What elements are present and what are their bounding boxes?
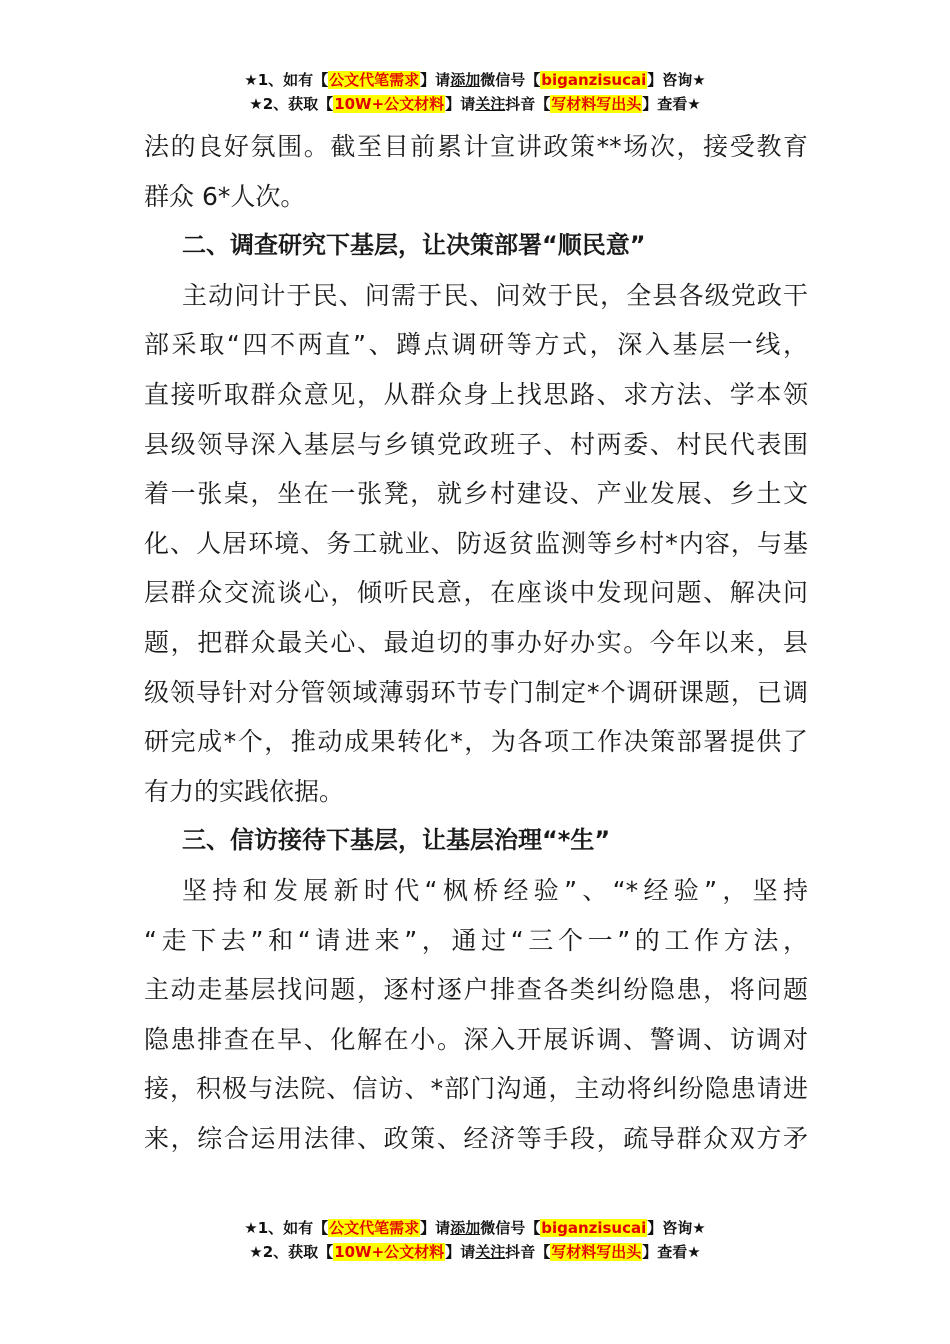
- text-line: 着一张桌，坐在一张凳，就乡村建设、产业发展、乡土文: [144, 479, 808, 509]
- banner-line-1: ★1、如有【公文代笔需求】请添加微信号【biganzisucai】咨询★: [244, 1219, 706, 1237]
- text-line: 来，综合运用法律、政策、经济等手段，疏导群众双方矛: [144, 1123, 808, 1153]
- section-heading-2: 二、调查研究下基层，让决策部署“顺民意”: [182, 231, 646, 260]
- highlight-service: 公文代笔需求: [329, 1219, 420, 1237]
- text-line: 县级领导深入基层与乡镇党政班子、村两委、村民代表围: [144, 429, 808, 459]
- text-line: 隐患排查在早、化解在小。深入开展诉调、警调、访调对: [144, 1024, 808, 1054]
- section-heading-3: 三、信访接待下基层，让基层治理“*生”: [182, 826, 611, 855]
- footer-banner: [0, 1216, 950, 1264]
- banner-line-2: ★2、获取【10W+公文材料】请关注抖音【写材料写出头】查看★: [249, 1243, 701, 1261]
- text-line: 化、人居环境、务工就业、防返贫监测等乡村*内容，与基: [144, 528, 808, 558]
- text-line: 部采取“四不两直”、蹲点调研等方式，深入基层一线，: [144, 330, 808, 360]
- text-line: 法的良好氛围。截至目前累计宣讲政策**场次，接受教育: [144, 132, 808, 161]
- text-line: 群众 6*人次。: [144, 181, 306, 211]
- text-line: 研完成*个，推动成果转化*，为各项工作决策部署提供了: [144, 727, 808, 757]
- text-line: 主动走基层找问题，逐村逐户排查各类纠纷隐患，将问题: [144, 975, 808, 1005]
- document-body: [144, 122, 808, 1163]
- text-line: 级领导针对分管领域薄弱环节专门制定*个调研课题，已调: [144, 677, 808, 707]
- banner-line-2: ★2、获取【10W+公文材料】请关注抖音【写材料写出头】查看★: [249, 95, 701, 113]
- douyin-account: 写材料写出头: [551, 1243, 642, 1261]
- banner-line-1: ★1、如有【公文代笔需求】请添加微信号【biganzisucai】咨询★: [244, 71, 706, 89]
- text-line: 层群众交流谈心，倾听民意，在座谈中发现问题、解决问: [144, 578, 808, 608]
- text-line: 直接听取群众意见，从群众身上找思路、求方法、学本领: [144, 379, 808, 409]
- header-banner: [0, 68, 950, 116]
- highlight-materials: 10W+公文材料: [334, 1243, 445, 1261]
- text-line: 有力的实践依据。: [144, 776, 345, 806]
- highlight-materials: 10W+公文材料: [334, 95, 445, 113]
- text-line: 题，把群众最关心、最迫切的事办好办实。今年以来，县: [144, 627, 808, 657]
- text-line: “走下去”和“请进来”，通过“三个一”的工作方法，: [144, 925, 808, 955]
- douyin-account: 写材料写出头: [551, 95, 642, 113]
- wechat-id: biganzisucai: [541, 71, 647, 89]
- text-line: 接，积极与法院、信访、*部门沟通，主动将纠纷隐患请进: [144, 1074, 808, 1104]
- highlight-service: 公文代笔需求: [329, 71, 420, 89]
- text-line: 坚持和发展新时代“枫桥经验”、“*经验”，坚持: [182, 875, 808, 905]
- text-line: 主动问计于民、问需于民、问效于民，全县各级党政干: [182, 280, 808, 310]
- wechat-id: biganzisucai: [541, 1219, 647, 1237]
